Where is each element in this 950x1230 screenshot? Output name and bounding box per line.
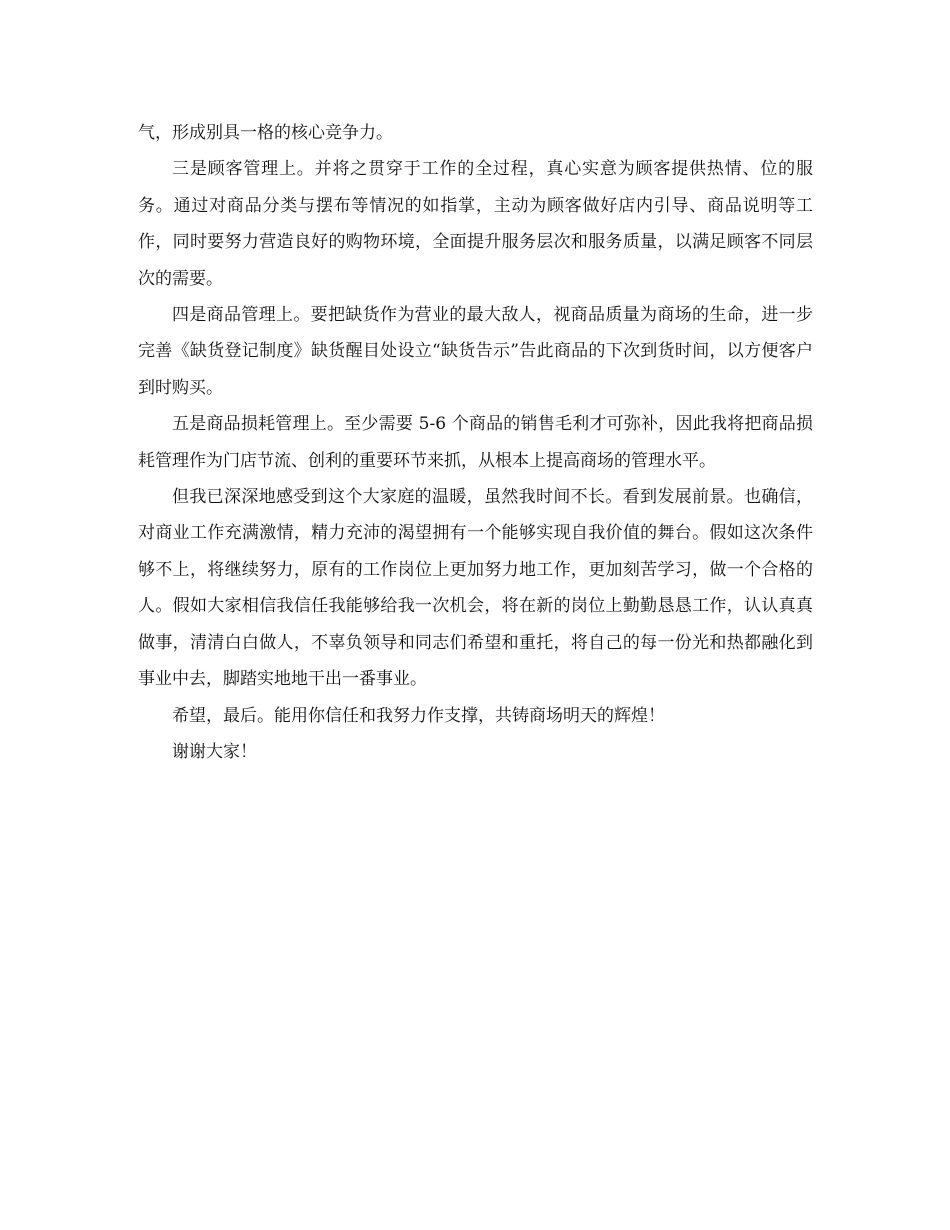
- paragraph-loss-management: 五是商品损耗管理上。至少需要 5-6 个商品的销售毛利才可弥补，因此我将把商品损耗管理作为门店节流、创利的重要环节来抓，从根本上提高商场的管理水平。: [138, 414, 813, 471]
- paragraph-customer-management: 三是顾客管理上。并将之贯穿于工作的全过程，真心实意为顾客提供热情、位的服务。通过对商品分类与摆布等情况的如指掌，主动为顾客做好店内引导、商品说明等工作，同时要努力营造良好的购物环境，全面提升服务层次和服务质量，以满足顾客不同层次的需要。: [138, 159, 813, 289]
- paragraph-product-management: 四是商品管理上。要把缺货作为营业的最大敌人，视商品质量为商场的生命，进一步完善《缺货登记制度》缺货醒目处设立“缺货告示”告此商品的下次到货时间，以方便客户到时购买。: [138, 305, 813, 398]
- paragraph-closing-hope: 希望，最后。能用你信任和我努力作支撑，共铸商场明天的辉煌！: [172, 705, 665, 726]
- paragraph-continuation: 气，形成别具一格的核心竞争力。: [138, 123, 393, 143]
- paragraph-commitment: 但我已深深地感受到这个大家庭的温暖，虽然我时间不长。看到发展前景。也确信，对商业工作充满激情，精力充沛的渴望拥有一个能够实现自我价值的舞台。假如这次条件够不上，将继续努力，原有的工作岗位上更加努力地工作，更加刻苦学习，做一个合格的人。假如大家相信我信任我能够给我一次机会，将在新的岗位上勤勤恳恳工作，认认真真做事，清清白白做人，不辜负领导和同志们希望和重托，将自己的每一份光和热都融化到事业中去，脚踏实地地干出一番事业。: [138, 487, 813, 690]
- paragraph-thanks: 谢谢大家！: [172, 741, 257, 762]
- document-body: [138, 115, 813, 770]
